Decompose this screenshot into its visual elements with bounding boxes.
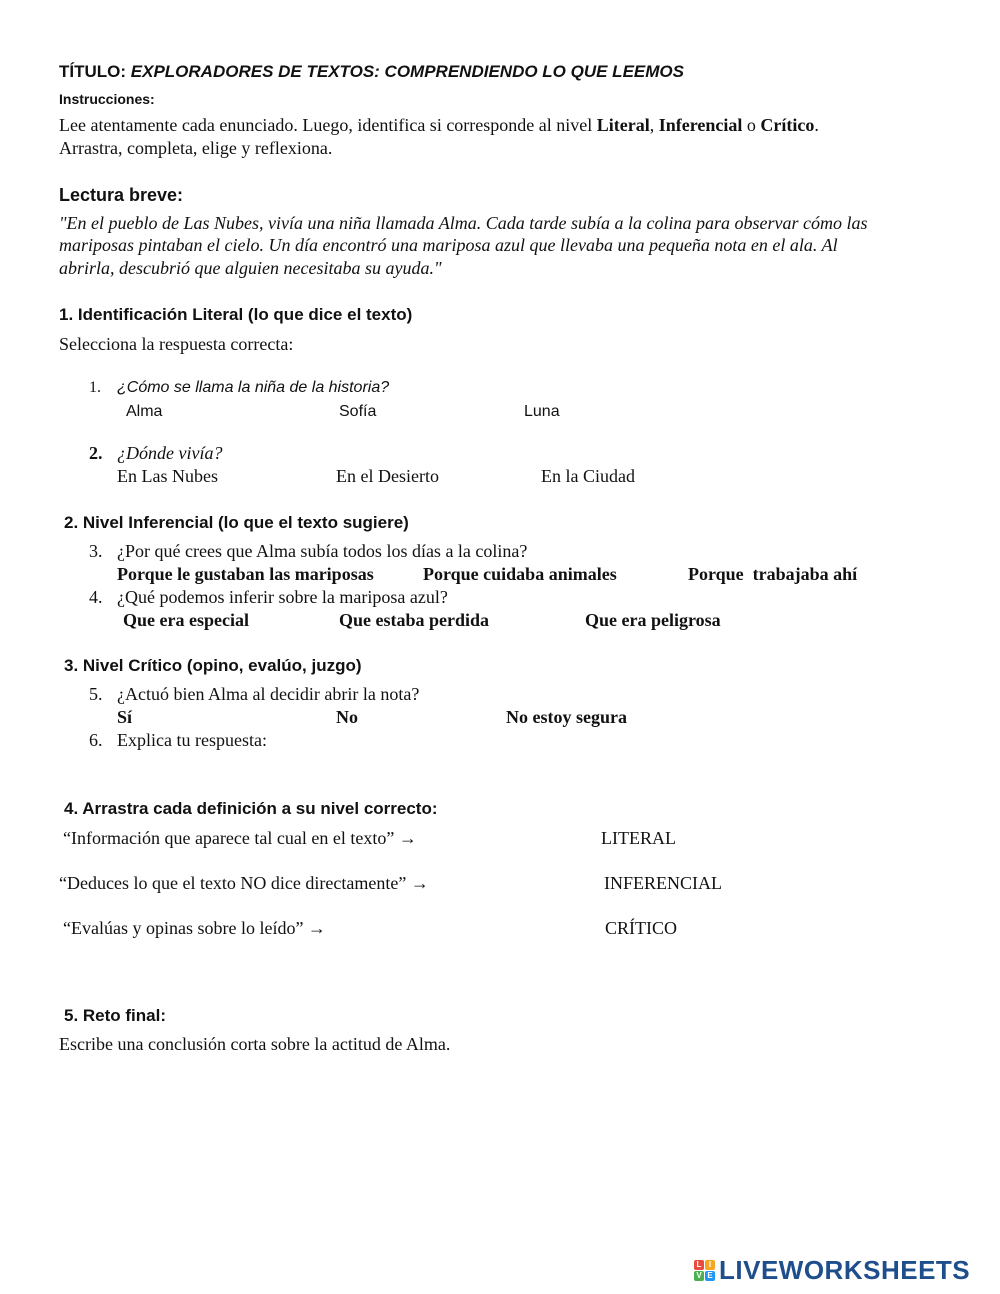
- level-literal[interactable]: LITERAL: [601, 828, 676, 848]
- reading-line-3: abrirla, descubrió que alguien necesitaba su ayuda.": [59, 258, 442, 278]
- q4-number: 4.: [89, 587, 103, 607]
- q1-option-luna[interactable]: Luna: [524, 403, 560, 420]
- separator: ,: [649, 115, 659, 135]
- liveworksheets-logo: [694, 1255, 970, 1286]
- q3-text: ¿Por qué crees que Alma subía todos los días a la colina?: [117, 541, 528, 561]
- q2-option-desierto[interactable]: En el Desierto: [336, 466, 439, 486]
- q5-option-no-segura[interactable]: No estoy segura: [506, 707, 627, 727]
- q6-number: 6.: [89, 730, 103, 750]
- logo-tile-v: V: [694, 1271, 704, 1281]
- q4-option-peligrosa[interactable]: Que era peligrosa: [585, 610, 721, 630]
- q6-text: Explica tu respuesta:: [117, 730, 267, 750]
- q3-number: 3.: [89, 541, 103, 561]
- level-inferencial[interactable]: INFERENCIAL: [604, 873, 722, 893]
- liveworksheets-wordmark: LIVEWORKSHEETS: [719, 1255, 971, 1285]
- keyword-critico: Crítico: [760, 115, 815, 135]
- separator: o: [742, 115, 761, 135]
- logo-tile-e: E: [705, 1271, 715, 1281]
- q5-text: ¿Actuó bien Alma al decidir abrir la nota?: [117, 684, 420, 704]
- logo-tile-l: L: [694, 1260, 704, 1270]
- instructions-text: Lee atentamente cada enunciado. Luego, identifica si corresponde al nivel: [59, 115, 597, 135]
- q1-option-sofia[interactable]: Sofía: [339, 403, 377, 420]
- q1-number: 1.: [89, 379, 101, 396]
- q3-option-animales[interactable]: Porque cuidaba animales: [423, 564, 617, 584]
- q2-text: ¿Dónde vivía?: [117, 443, 223, 463]
- section2-heading: 2. Nivel Inferencial (lo que el texto sugiere): [64, 513, 409, 532]
- section4-heading: 4. Arrastra cada definición a su nivel correcto:: [64, 799, 438, 818]
- liveworksheets-icon: [694, 1260, 715, 1281]
- section1-heading: 1. Identificación Literal (lo que dice el texto): [59, 305, 413, 324]
- q5-number: 5.: [89, 684, 103, 704]
- title-text: EXPLORADORES DE TEXTOS: COMPRENDIENDO LO QUE LEEMOS: [130, 62, 684, 81]
- definition-literal[interactable]: “Información que aparece tal cual en el texto” →: [63, 828, 417, 848]
- title-label: TÍTULO:: [59, 62, 127, 81]
- logo-tile-i: I: [705, 1260, 715, 1270]
- q1-option-alma[interactable]: Alma: [126, 403, 163, 420]
- reading-heading: Lectura breve:: [59, 185, 184, 205]
- instructions-heading: Instrucciones:: [59, 91, 155, 107]
- keyword-literal: Literal: [596, 115, 650, 135]
- q3-option-mariposas[interactable]: Porque le gustaban las mariposas: [117, 564, 374, 584]
- definition-inferencial[interactable]: “Deduces lo que el texto NO dice directamente” →: [59, 873, 429, 893]
- q4-option-perdida[interactable]: Que estaba perdida: [339, 610, 490, 630]
- q5-option-no[interactable]: No: [336, 707, 358, 727]
- instructions-line-1: [59, 115, 819, 136]
- q2-number: 2.: [89, 443, 103, 463]
- q5-option-si[interactable]: Sí: [117, 707, 133, 727]
- q2-option-las-nubes[interactable]: En Las Nubes: [117, 466, 218, 486]
- reading-line-2: mariposas pintaban el cielo. Un día encontró una mariposa azul que llevaba una pequeña nota en el ala. Al: [59, 235, 838, 255]
- keyword-inferencial: Inferencial: [658, 115, 743, 135]
- period: .: [814, 115, 819, 135]
- section3-heading: 3. Nivel Crítico (opino, evalúo, juzgo): [64, 656, 362, 675]
- section5-heading: 5. Reto final:: [64, 1006, 167, 1025]
- q4-option-especial[interactable]: Que era especial: [123, 610, 249, 630]
- section1-instruction: Selecciona la respuesta correcta:: [59, 334, 294, 354]
- page-title: [59, 62, 684, 82]
- level-critico[interactable]: CRÍTICO: [605, 918, 677, 938]
- instructions-line-2: Arrastra, completa, elige y reflexiona.: [59, 138, 333, 158]
- definition-critico[interactable]: “Evalúas y opinas sobre lo leído” →: [63, 918, 326, 938]
- q3-option-trabajaba[interactable]: Porque trabajaba ahí: [688, 564, 858, 584]
- q1-text: ¿Cómo se llama la niña de la historia?: [117, 379, 390, 396]
- reading-line-1: "En el pueblo de Las Nubes, vivía una niña llamada Alma. Cada tarde subía a la colina para observar cómo las: [59, 213, 868, 233]
- q2-option-ciudad[interactable]: En la Ciudad: [541, 466, 635, 486]
- section5-instruction: Escribe una conclusión corta sobre la actitud de Alma.: [59, 1034, 451, 1054]
- q4-text: ¿Qué podemos inferir sobre la mariposa azul?: [117, 587, 448, 607]
